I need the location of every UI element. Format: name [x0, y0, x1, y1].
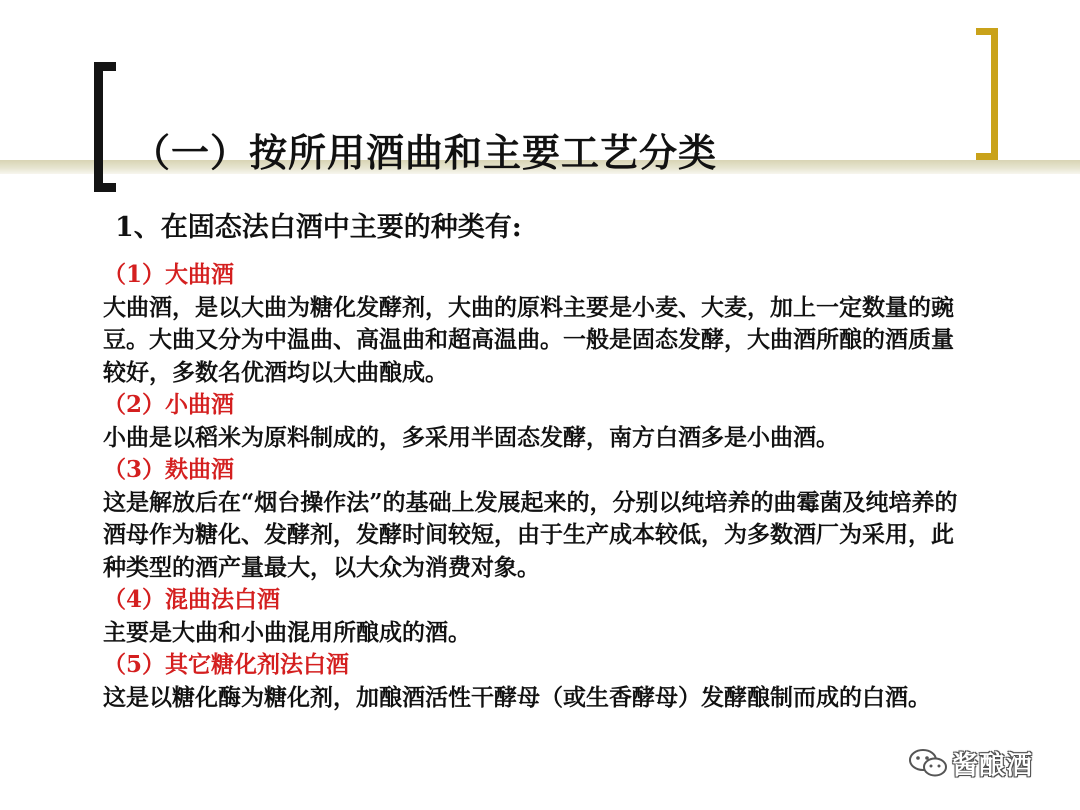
slide-subtitle: 1、在固态法白酒中主要的种类有: — [115, 212, 522, 243]
watermark — [908, 745, 1033, 781]
section-body-xiaoqu: 小曲是以稻米为原料制成的，多采用半固态发酵，南方白酒多是小曲酒。 — [103, 423, 839, 451]
section-heading-fuqu: （3）麸曲酒 — [103, 456, 235, 483]
section-heading-daqu: （1）大曲酒 — [103, 261, 235, 288]
section-heading-xiaoqu: （2）小曲酒 — [103, 391, 235, 418]
section-body-fuqu: 这是解放后在“烟台操作法”的基础上发展起来的，分别以纯培养的曲霉菌及纯培养的酒母作为糖化、发酵剂，发酵时间较短，由于生产成本较低，为多数酒厂为采用，此种类型的酒产量最大，以大众为消费对象。 — [103, 488, 958, 581]
content-body — [103, 259, 973, 714]
watermark-text: 酱酿酒 — [952, 750, 1034, 781]
section-heading-hunqu: （4）混曲法白酒 — [103, 586, 281, 613]
section-heading-other: （5）其它糖化剂法白酒 — [103, 651, 350, 678]
left-bracket-decoration — [94, 62, 116, 192]
wechat-icon — [908, 748, 948, 778]
section-body-other: 这是以糖化酶为糖化剂，加酿酒活性干酵母（或生香酵母）发酵酿制而成的白酒。 — [103, 683, 931, 711]
slide-title: （一）按所用酒曲和主要工艺分类 — [132, 130, 718, 175]
right-bracket-decoration — [976, 28, 998, 160]
section-body-hunqu: 主要是大曲和小曲混用所酿成的酒。 — [103, 618, 471, 646]
section-body-daqu: 大曲酒，是以大曲为糖化发酵剂，大曲的原料主要是小麦、大麦，加上一定数量的豌豆。大曲又分为中温曲、高温曲和超高温曲。一般是固态发酵，大曲酒所酿的酒质量较好，多数名优酒均以大曲酿成。 — [103, 293, 954, 386]
